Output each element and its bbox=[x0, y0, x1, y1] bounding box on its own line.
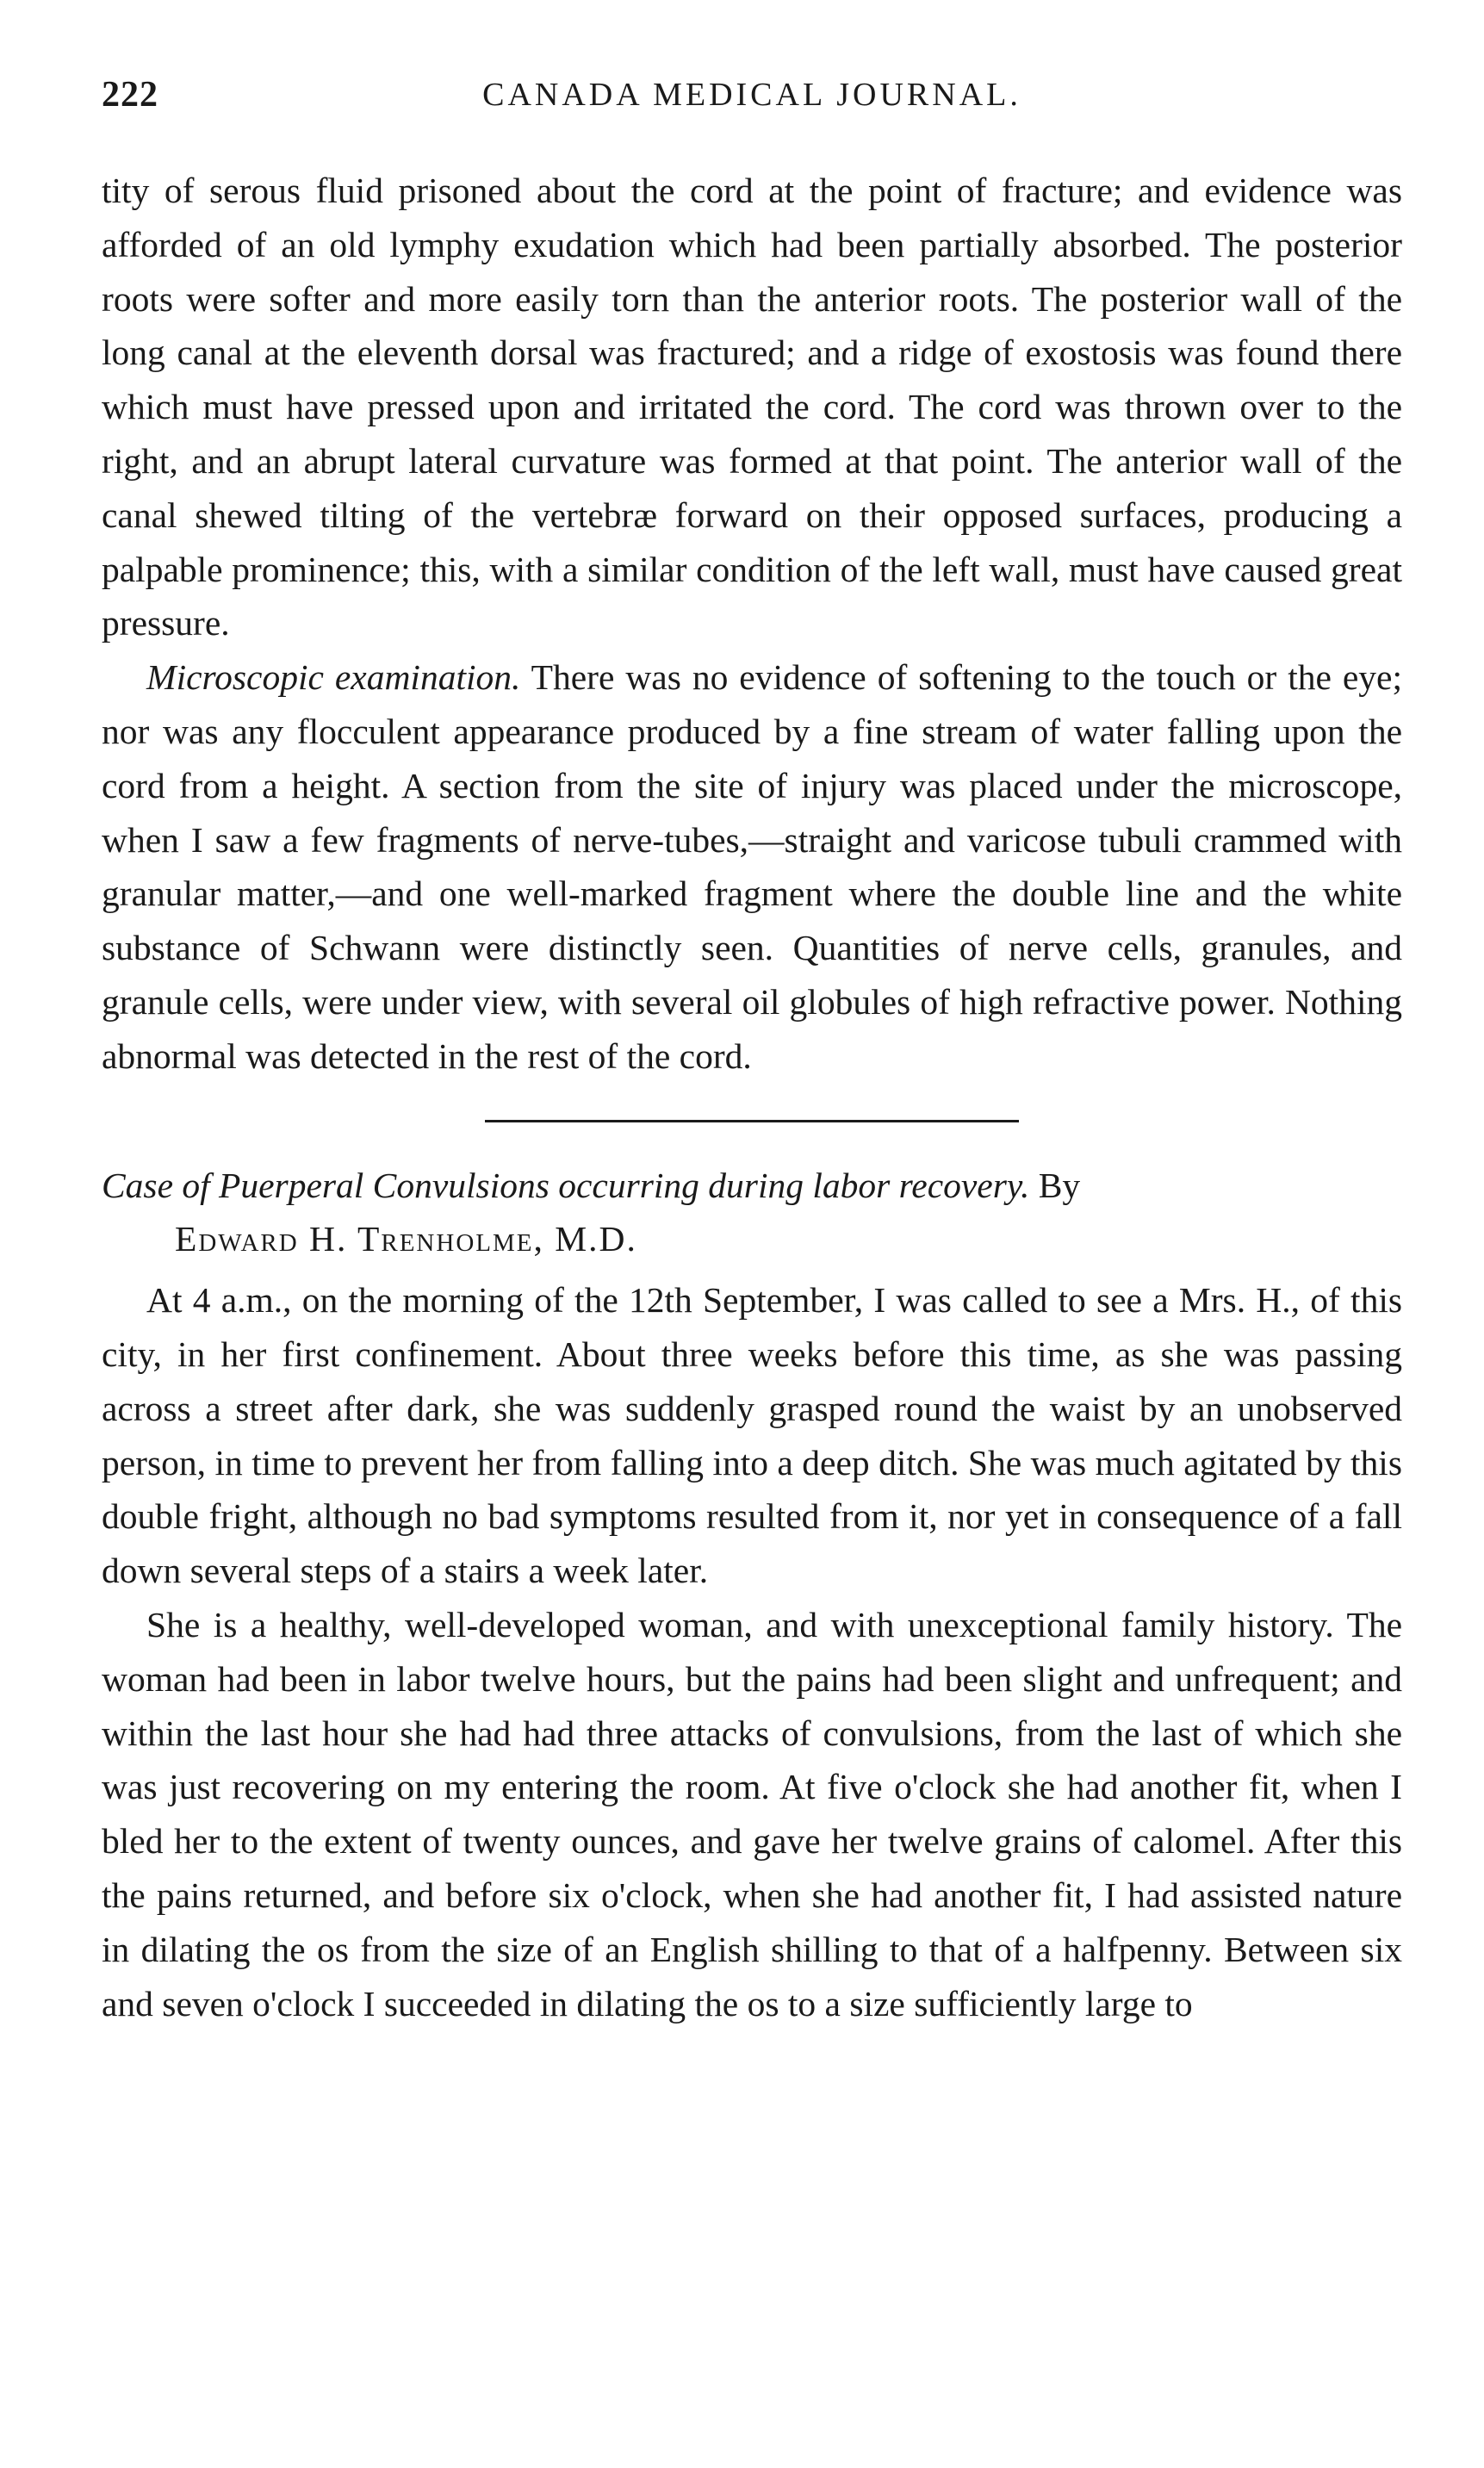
running-head bbox=[102, 69, 1402, 121]
byline bbox=[102, 1212, 1402, 1266]
article-title: Case of Puerperal Convulsions occurring during labor recovery. bbox=[102, 1165, 1030, 1205]
article-paragraph-1: At 4 a.m., on the morning of the 12th September, I was called to see a Mrs. H., of this city, in her first confinement. About three weeks before this time, as she was passing across a street after dark, she was suddenly grasped round the waist by an unobserved person, in time to prevent her from falling into a deep ditch. She was much agitated by this double fright, although no bad symptoms resulted from it, nor yet in consequence of a fall down several steps of a stairs a week later. bbox=[102, 1280, 1402, 1591]
byline-by: By bbox=[1038, 1165, 1081, 1205]
article-paragraph-2: She is a healthy, well-developed woman, and with unexceptional family history. The woman had been in labor twelve hours, but the pains had been slight and unfrequent; and within the last hour she had had three attacks of convulsions, from the last of which she was just recovering on my entering the room. At five o'clock she had another fit, when I bled her to the extent of twenty ounces, and gave her twelve grains of calomel. After this the pains returned, and before six o'clock, when she had another fit, I had assisted nature in dilating the os from the size of an English shilling to that of a halfpenny. Between six and seven o'clock I succeeded in dilating the os to a size sufficiently large to bbox=[102, 1604, 1402, 2024]
continued-case-text bbox=[102, 164, 1402, 1084]
microscopic-body: There was no evidence of softening to the touch or the eye; nor was any flocculent appearance produced by a fine stream of water falling upon the cord from a height. A section from the site of injury was placed under the microscope, when I saw a few fragments of nerve-tubes,—straight and varicose tubuli crammed with granular matter,—and one well-marked fragment where the double line and the white substance of Schwann were distinctly seen. Quantities of nerve cells, granules, and granule cells, were under view, with several oil globules of high refractive power. Nothing abnormal was detected in the rest of the cord. bbox=[102, 657, 1402, 1076]
microscopic-paragraph bbox=[102, 650, 1402, 1083]
article-heading bbox=[102, 1159, 1402, 1267]
continued-paragraph: tity of serous fluid prisoned about the cord at the point of fracture; and evidence was afforded of an old lymphy exudation which had been partially absorbed. The posterior roots were softer and more easily torn than the anterior roots. The posterior wall of the long canal at the eleventh dorsal was fractured; and a ridge of exostosis was found there which must have pressed upon and irritated the cord. The cord was thrown over to the right, and an abrupt lateral curvature was formed at that point. The anterior wall of the canal shewed tilting of the vertebræ forward on their opposed surfaces, producing a palpable prominence; this, with a similar condition of the left wall, must have caused great pressure. bbox=[102, 171, 1402, 643]
journal-page bbox=[102, 69, 1402, 2030]
journal-title: CANADA MEDICAL JOURNAL. bbox=[482, 77, 1021, 113]
article-body bbox=[102, 1273, 1402, 2030]
section-divider bbox=[485, 1120, 1019, 1122]
microscopic-heading: Microscopic examination. bbox=[146, 657, 521, 698]
author-name: Edward H. Trenholme, M.D. bbox=[175, 1219, 637, 1259]
page-number: 222 bbox=[102, 75, 158, 115]
